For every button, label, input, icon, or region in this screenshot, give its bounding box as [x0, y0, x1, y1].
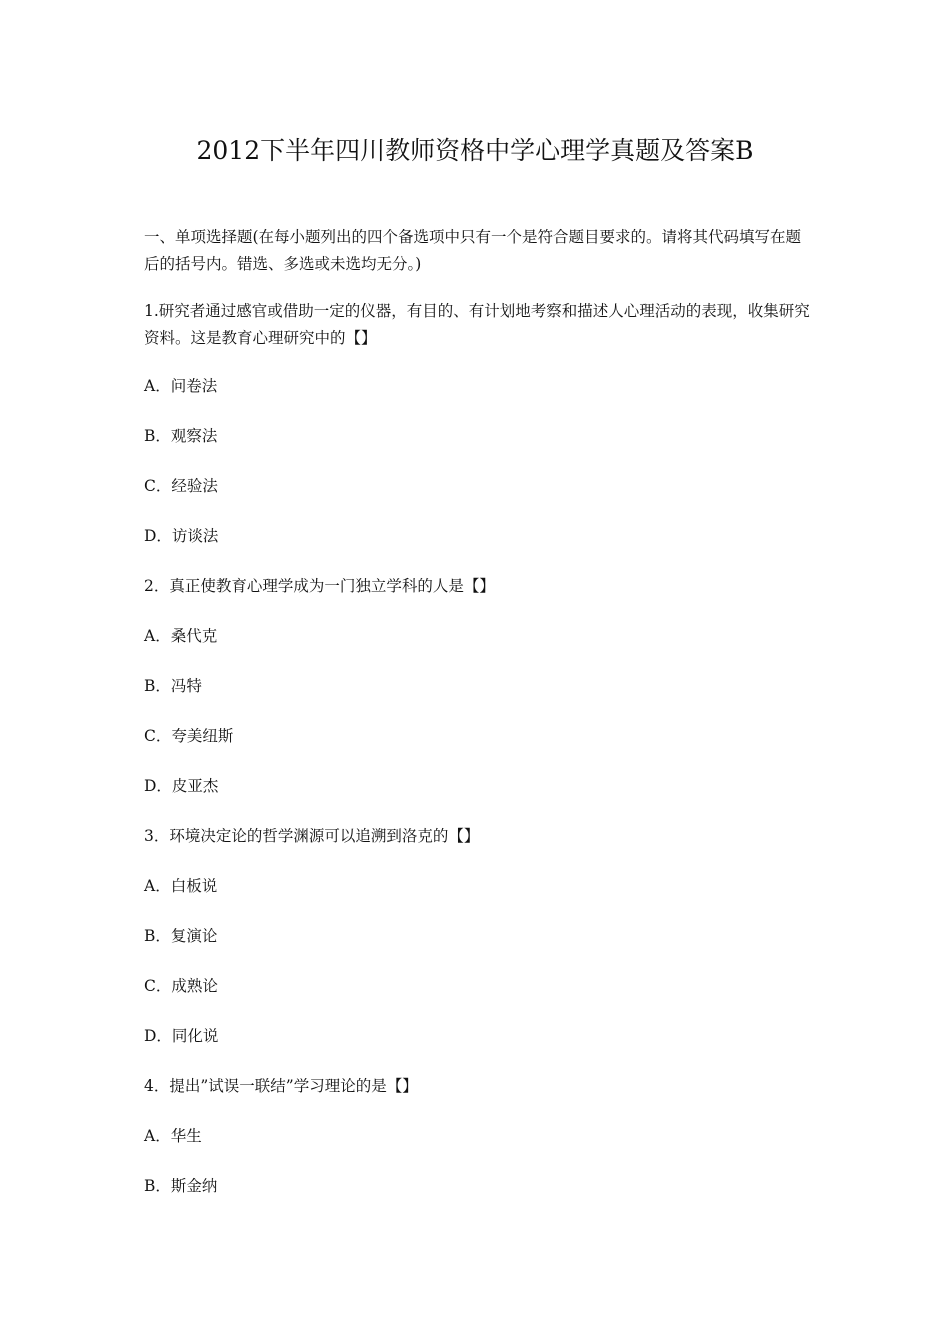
question-stem: 2．真正使教育心理学成为一门独立学科的人是【】 — [144, 577, 495, 595]
option-c: C．经验法 — [144, 477, 218, 495]
question-1 — [144, 298, 812, 550]
option-c: C．夸美纽斯 — [144, 727, 234, 745]
option-c: C．成熟论 — [144, 977, 218, 995]
option-b: B．斯金纳 — [144, 1177, 218, 1195]
question-stem: 3．环境决定论的哲学渊源可以追溯到洛克的【】 — [144, 827, 480, 845]
option-a: A．白板说 — [144, 877, 218, 895]
section-heading: 一、单项选择题(在每小题列出的四个备选项中只有一个是符合题目要求的。请将其代码填写在题后的括号内。错选、多选或未选均无分。) — [144, 228, 802, 273]
document-body — [144, 224, 812, 1223]
option-d: D．访谈法 — [144, 527, 219, 545]
option-d: D．同化说 — [144, 1027, 219, 1045]
question-2 — [144, 573, 812, 800]
question-stem: 1.研究者通过感官或借助一定的仪器，有目的、有计划地考察和描述人心理活动的表现，收集研究资料。这是教育心理研究中的【】 — [144, 302, 810, 347]
option-b: B．观察法 — [144, 427, 218, 445]
option-b: B．冯特 — [144, 677, 202, 695]
document-title: 2012下半年四川教师资格中学心理学真题及答案B — [196, 136, 754, 165]
option-a: A．华生 — [144, 1127, 202, 1145]
question-stem: 4．提出”试误一联结”学习理论的是【】 — [144, 1077, 418, 1095]
option-b: B．复演论 — [144, 927, 218, 945]
question-3 — [144, 823, 812, 1050]
option-a: A．桑代克 — [144, 627, 218, 645]
option-d: D．皮亚杰 — [144, 777, 219, 795]
question-4 — [144, 1073, 812, 1200]
option-a: A．问卷法 — [144, 377, 218, 395]
